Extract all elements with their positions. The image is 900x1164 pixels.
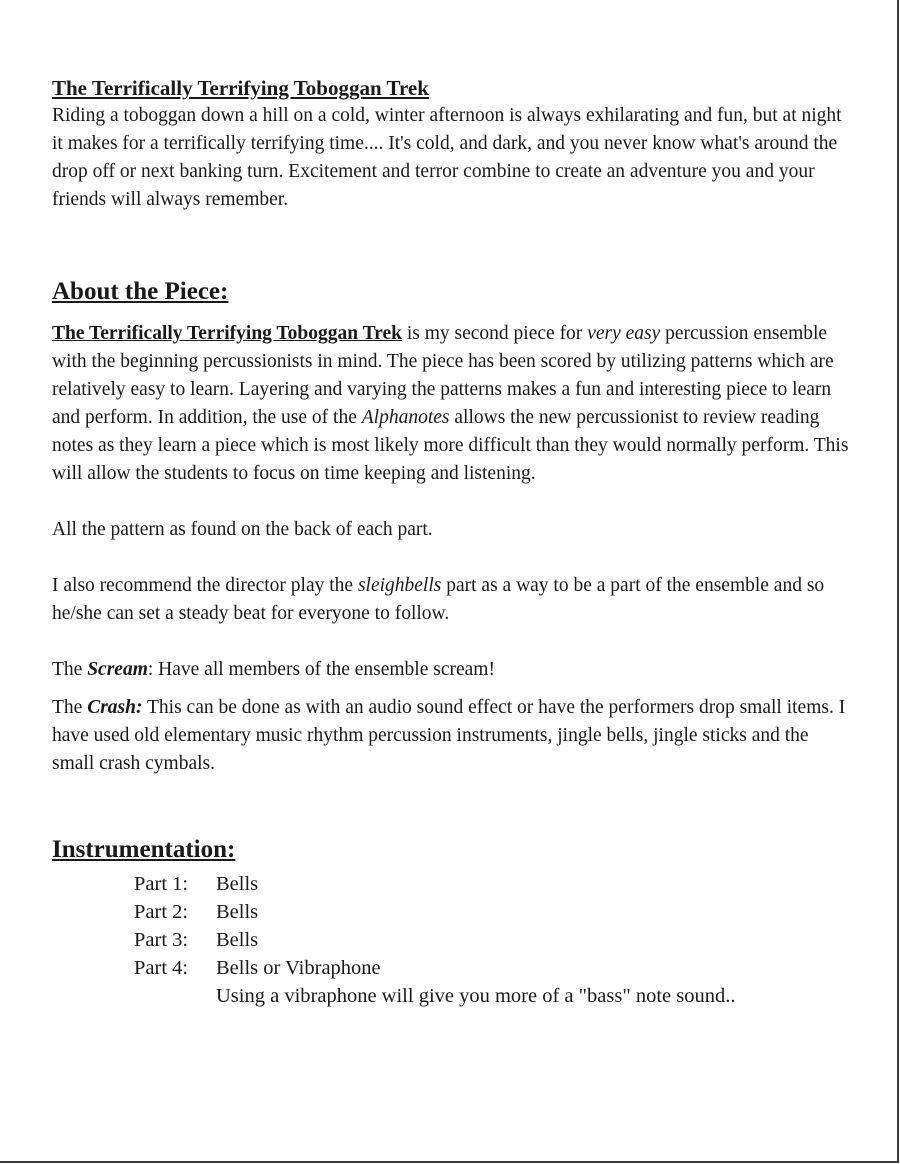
- sleighbells-term: sleighbells: [357, 575, 442, 596]
- scream-label: Scream: [87, 659, 148, 680]
- about-paragraph-2: All the pattern as found on the back of each part.: [52, 519, 433, 540]
- about-p1-text-c: allows the new percussionist to review reading notes as they learn a piece which is most likely more difficult than they would normally perform. This will allow the students to focus on time keeping and listening.: [52, 407, 849, 484]
- instrumentation-row: [134, 926, 852, 954]
- crash-label: Crash:: [87, 697, 143, 718]
- intro-paragraph: Riding a toboggan down a hill on a cold, winter afternoon is always exhilarating and fun, but at night it makes for a terrifically terrifying time.... It's cold, and dark, and you never know what's around the drop off or next banking turn. Excitement and terror combine to create an adventure you and your friends will always remember.: [52, 105, 842, 210]
- about-p3-text-a: I also recommend the director play the: [52, 575, 358, 596]
- about-paragraph-1: [52, 320, 852, 488]
- part-label: Part 4:: [134, 957, 189, 979]
- alphanotes-term: Alphanotes: [361, 407, 450, 428]
- crash-text: This can be done as with an audio sound effect or have the performers drop small items. I have used old elementary music rhythm percussion instruments, jingle bells, jingle sticks and the small crash cymbals.: [52, 697, 846, 774]
- crash-the: The: [52, 697, 88, 718]
- vibraphone-note: Using a vibraphone will give you more of a "bass" note sound..: [216, 985, 736, 1007]
- scream-the: The: [52, 659, 88, 680]
- about-heading: About the Piece:: [52, 278, 229, 305]
- about-paragraph-3: [52, 572, 852, 628]
- part-instrument: Bells: [216, 929, 259, 951]
- part-label: Part 1:: [134, 873, 189, 895]
- instrumentation-heading: Instrumentation:: [52, 836, 236, 863]
- part-label: Part 2:: [134, 901, 189, 923]
- scream-paragraph: [52, 656, 852, 684]
- about-p3-text-b: part as a way to be a part of the ensemble and so he/she can set a steady beat for everyone to follow.: [52, 575, 825, 624]
- document-content: [52, 74, 852, 1010]
- about-p1-text-a: is my second piece for: [401, 323, 588, 344]
- instrumentation-row: [134, 870, 852, 898]
- piece-title-reference: The Terrifically Terrifying Toboggan Trek: [52, 323, 402, 344]
- part-instrument: Bells: [216, 873, 259, 895]
- about-p1-text-b: percussion ensemble with the beginning percussionists in mind. The piece has been scored by utilizing patterns which are relatively easy to learn. Layering and varying the patterns makes a fun and interesting piece to learn and perform. In addition, the use of the: [52, 323, 834, 428]
- instrumentation-row: [134, 898, 852, 926]
- part-instrument: Bells or Vibraphone: [216, 957, 381, 979]
- instrumentation-row: [134, 954, 852, 982]
- intro-title: The Terrifically Terrifying Toboggan Trek: [52, 76, 429, 100]
- instrumentation-list: [134, 870, 852, 1010]
- part-instrument: Bells: [216, 901, 259, 923]
- part-label: Part 3:: [134, 929, 189, 951]
- crash-paragraph: [52, 694, 852, 778]
- scream-text: : Have all members of the ensemble scream!: [147, 659, 495, 680]
- very-easy-emphasis: very easy: [587, 323, 661, 344]
